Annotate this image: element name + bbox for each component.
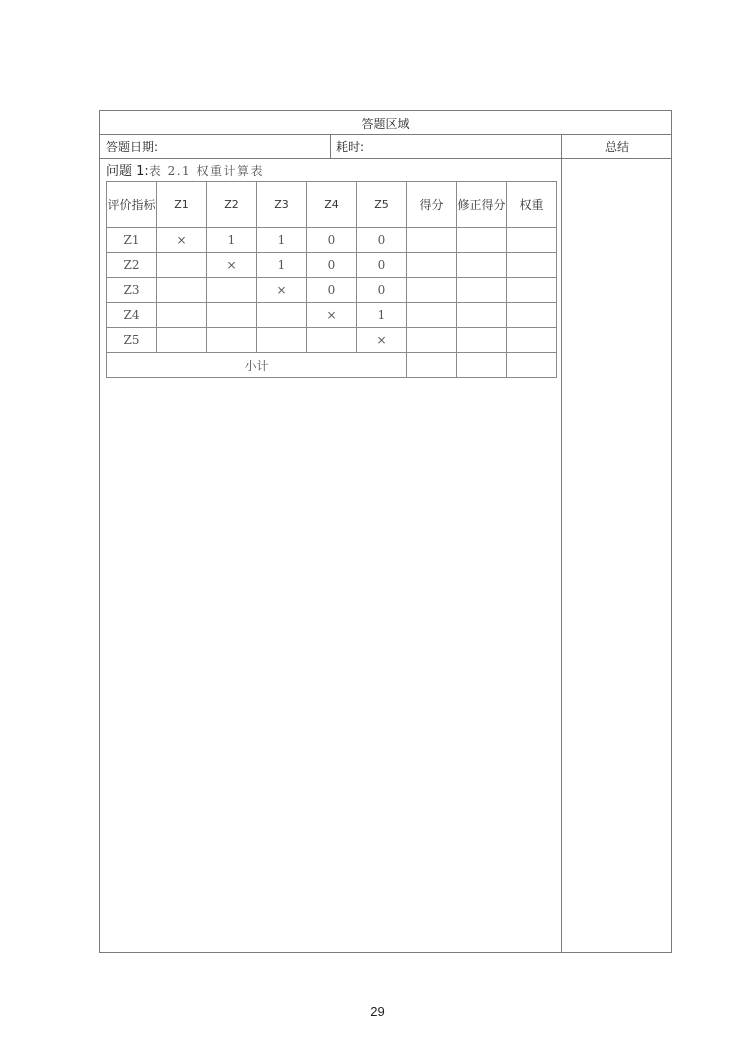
table-cell[interactable]: [407, 278, 457, 303]
weight-calculation-table: [106, 181, 557, 378]
summary-label: 总结: [604, 140, 629, 154]
header-cell: 修正得分: [457, 182, 507, 228]
table-row: [107, 253, 557, 278]
table-cell: [207, 278, 257, 303]
table-cell: [257, 303, 307, 328]
answer-date-label: 答题日期:: [106, 140, 159, 154]
divider: [330, 134, 331, 158]
header-cell: Z3: [257, 182, 307, 228]
table-cell[interactable]: [507, 278, 557, 303]
divider: [100, 158, 671, 159]
table-cell: [157, 253, 207, 278]
subtotal-weight-cell[interactable]: [507, 353, 557, 378]
table-row: [107, 328, 557, 353]
table-cell: 1: [357, 303, 407, 328]
table-cell[interactable]: [457, 253, 507, 278]
table-cell: 0: [357, 228, 407, 253]
table-cell: ×: [207, 253, 257, 278]
table-cell: 0: [307, 278, 357, 303]
table-cell: [207, 328, 257, 353]
table-cell[interactable]: [507, 328, 557, 353]
table-cell: 1: [207, 228, 257, 253]
table-cell[interactable]: [457, 303, 507, 328]
table-cell: 0: [307, 253, 357, 278]
header-cell: 评价指标: [107, 182, 157, 228]
summary-column-divider: [561, 134, 562, 952]
header-cell: Z5: [357, 182, 407, 228]
table-cell: [157, 303, 207, 328]
table-cell[interactable]: [457, 228, 507, 253]
header-cell: Z2: [207, 182, 257, 228]
subtotal-label: 小计: [107, 353, 407, 378]
table-caption: 表 2.1 权重计算表: [148, 164, 265, 178]
answer-area-frame: [99, 110, 672, 953]
table-cell: 0: [307, 228, 357, 253]
table-header-row: [107, 182, 557, 228]
table-cell: 1: [257, 253, 307, 278]
question-label: [106, 163, 264, 180]
table-cell[interactable]: [507, 228, 557, 253]
table-cell: 1: [257, 228, 307, 253]
table-cell: Z1: [107, 228, 157, 253]
header-cell: 得分: [407, 182, 457, 228]
table-cell[interactable]: [407, 303, 457, 328]
page-number: 29: [370, 1004, 385, 1019]
table-row: [107, 228, 557, 253]
table-cell[interactable]: [407, 328, 457, 353]
table-cell: 0: [357, 253, 407, 278]
table-row: [107, 278, 557, 303]
table-row: [107, 303, 557, 328]
table-cell: Z3: [107, 278, 157, 303]
header-cell: 权重: [507, 182, 557, 228]
subtotal-row: [107, 353, 557, 378]
table-cell[interactable]: [457, 328, 507, 353]
table-cell: [157, 278, 207, 303]
table-cell[interactable]: [507, 253, 557, 278]
question-number: 问题 1:: [106, 164, 149, 179]
table-cell: Z5: [107, 328, 157, 353]
table-cell: [257, 328, 307, 353]
table-cell[interactable]: [507, 303, 557, 328]
table-cell[interactable]: [457, 278, 507, 303]
subtotal-adjusted-score-cell[interactable]: [457, 353, 507, 378]
table-cell: ×: [307, 303, 357, 328]
time-spent-label: 耗时:: [336, 140, 365, 154]
table-cell: 0: [357, 278, 407, 303]
table-cell: ×: [357, 328, 407, 353]
table-cell: Z2: [107, 253, 157, 278]
table-cell: ×: [257, 278, 307, 303]
header-cell: Z4: [307, 182, 357, 228]
table-cell: [157, 328, 207, 353]
table-cell[interactable]: [407, 228, 457, 253]
table-cell: ×: [157, 228, 207, 253]
table-cell: Z4: [107, 303, 157, 328]
table-cell: [307, 328, 357, 353]
header-cell: Z1: [157, 182, 207, 228]
answer-area-title: 答题区域: [361, 117, 410, 131]
subtotal-score-cell[interactable]: [407, 353, 457, 378]
divider: [100, 134, 671, 135]
table-cell[interactable]: [407, 253, 457, 278]
table-cell: [207, 303, 257, 328]
